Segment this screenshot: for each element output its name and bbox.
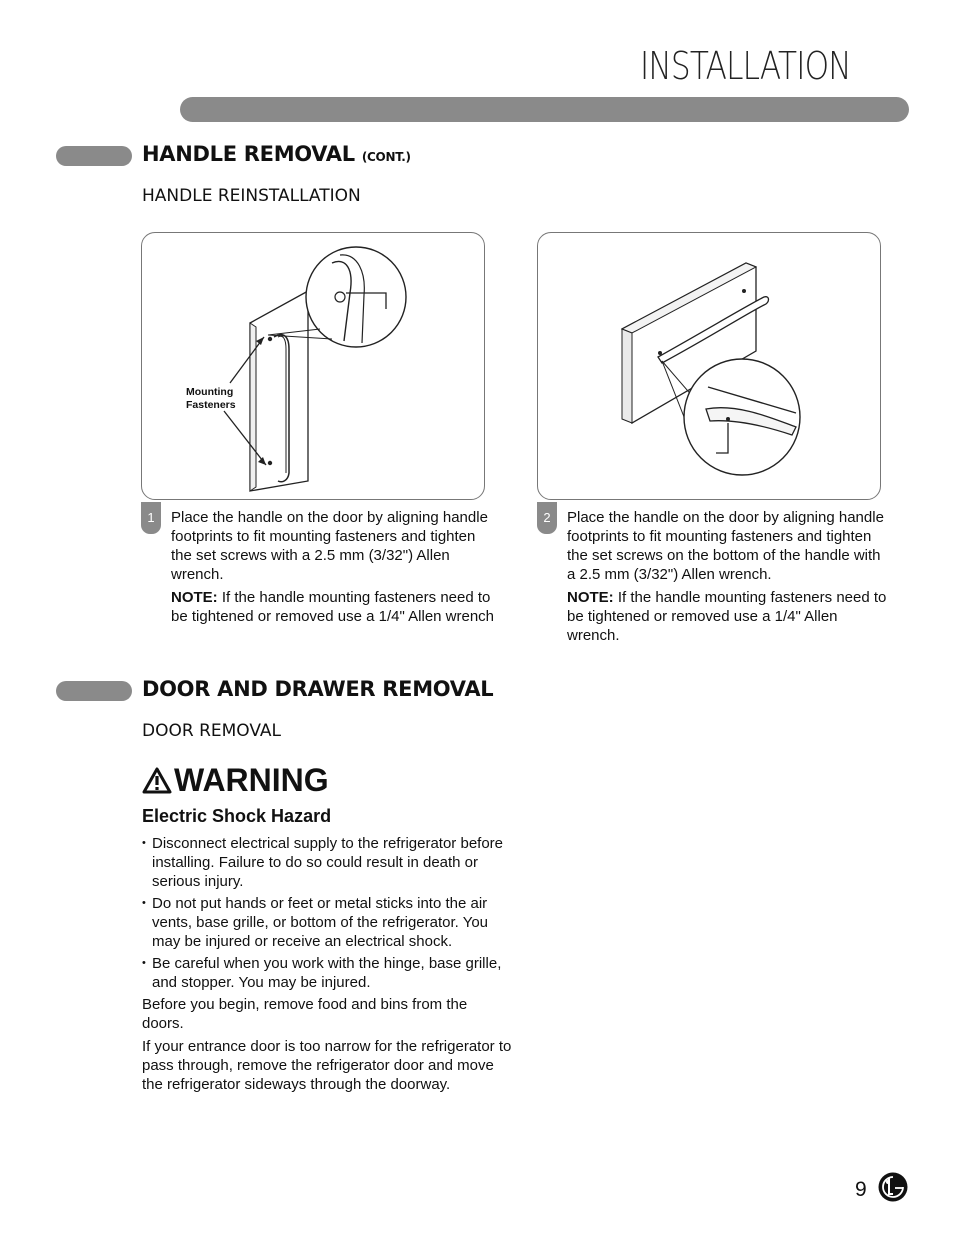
step-2-instruction: Place the handle on the door by aligning handle footprints to fit mounting fasteners and tighten the set screws on the bottom of the handle with a 2.5 mm (3/32") Allen wrench.	[567, 509, 884, 583]
list-item: • Do not put hands or feet or metal sticks into the air vents, base grille, or bottom of the refrigerator. You may be injured or receive an electrical shock.	[142, 894, 512, 951]
warning-body	[142, 834, 512, 1098]
lg-logo-icon	[878, 1172, 908, 1202]
header-bar	[180, 97, 909, 122]
paragraph-entrance-door: If your entrance door is too narrow for the refrigerator to pass through, remove the refrigerator door and move the refrigerator sideways through the doorway.	[142, 1038, 512, 1093]
note-text: If the handle mounting fasteners need to be tightened or removed use a 1/4" Allen wrench.	[567, 589, 887, 644]
page-title: INSTALLATION	[640, 44, 851, 88]
hazard-title: Electric Shock Hazard	[142, 806, 332, 826]
warning-heading	[142, 762, 329, 799]
figure-2-box	[537, 232, 881, 500]
list-item: • Disconnect electrical supply to the refrigerator before installing. Failure to do so could result in death or serious injury.	[142, 834, 512, 891]
callout-line-1: Mounting	[186, 386, 234, 398]
list-item: • Be careful when you work with the hinge, base grille, and stopper. You may be injured.	[142, 954, 512, 992]
figure-1-illustration	[142, 233, 486, 501]
section-pill	[56, 146, 132, 166]
callout-line-2: Fasteners	[186, 399, 236, 411]
section-heading-handle-removal	[142, 142, 411, 166]
heading-suffix: (CONT.)	[361, 150, 411, 164]
step-2-badge: 2	[537, 502, 557, 534]
step-2-note	[567, 588, 892, 645]
callout-label	[186, 386, 236, 412]
step-1-note	[171, 588, 496, 626]
note-label: NOTE:	[171, 589, 218, 606]
heading-text: HANDLE REMOVAL	[142, 142, 355, 166]
step-1-badge: 1	[141, 502, 161, 534]
warning-title: WARNING	[174, 762, 329, 798]
warning-bullet-list	[142, 834, 512, 992]
note-label: NOTE:	[567, 589, 614, 606]
figure-1-box	[141, 232, 485, 500]
step-1-text	[171, 508, 496, 630]
step-1-instruction: Place the handle on the door by aligning handle footprints to fit mounting fasteners and tighten the set screws with a 2.5 mm (3/32") Allen wrench.	[171, 509, 488, 583]
note-text: If the handle mounting fasteners need to be tightened or removed use a 1/4" Allen wrench	[171, 589, 495, 625]
step-2-text	[567, 508, 892, 649]
page-number: 9	[855, 1178, 867, 1201]
section-heading-door-drawer-removal: DOOR AND DRAWER REMOVAL	[142, 677, 494, 701]
warning-triangle-icon	[142, 767, 172, 794]
subheading-handle-reinstallation: HANDLE REINSTALLATION	[142, 186, 361, 206]
figure-2-illustration	[538, 233, 882, 501]
subheading-door-removal: DOOR REMOVAL	[142, 721, 282, 741]
paragraph-before-begin: Before you begin, remove food and bins from the doors.	[142, 996, 468, 1032]
section-pill	[56, 681, 132, 701]
